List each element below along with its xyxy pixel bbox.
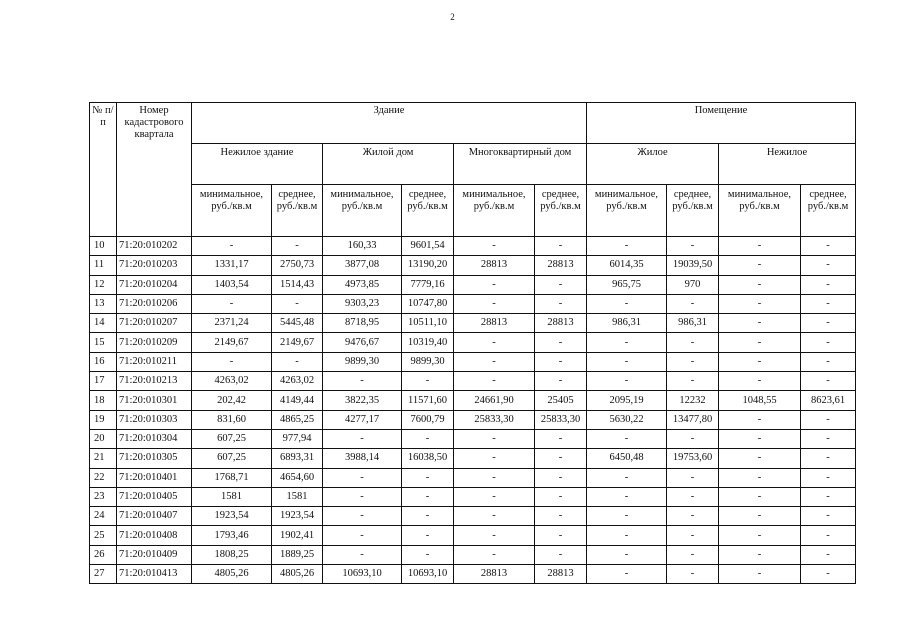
kvartal-cell: 71:20:010409	[117, 545, 192, 564]
row-number: 25	[90, 526, 117, 545]
kvartal-cell: 71:20:010304	[117, 429, 192, 448]
table-row	[90, 372, 856, 391]
table-header	[90, 103, 856, 237]
row-number: 24	[90, 507, 117, 526]
value-cell: 28813	[454, 565, 535, 584]
value-cell: 4149,44	[272, 391, 323, 410]
value-cell: -	[719, 526, 801, 545]
value-cell: -	[719, 352, 801, 371]
value-cell: 977,94	[272, 429, 323, 448]
value-cell: -	[402, 487, 454, 506]
value-cell: -	[272, 237, 323, 256]
header-nezhiloe: Нежилое	[719, 144, 856, 185]
table-row	[90, 294, 856, 313]
value-cell: -	[454, 352, 535, 371]
value-cell: -	[323, 545, 402, 564]
value-cell: -	[323, 372, 402, 391]
row-number: 20	[90, 429, 117, 448]
row-number: 16	[90, 352, 117, 371]
value-cell: -	[719, 410, 801, 429]
kvartal-cell: 71:20:010209	[117, 333, 192, 352]
header-min-2: минимальное, руб./кв.м	[454, 185, 535, 237]
kvartal-cell: 71:20:010413	[117, 565, 192, 584]
value-cell: 8623,61	[801, 391, 856, 410]
kvartal-cell: 71:20:010303	[117, 410, 192, 429]
header-zhiloy-dom: Жилой дом	[323, 144, 454, 185]
value-cell: 28813	[535, 256, 587, 275]
value-cell: 10747,80	[402, 294, 454, 313]
header-nezhiloe-zdanie: Нежилое здание	[192, 144, 323, 185]
row-number: 21	[90, 449, 117, 468]
value-cell: -	[272, 294, 323, 313]
value-cell: 5630,22	[587, 410, 667, 429]
header-min-4: минимальное, руб./кв.м	[719, 185, 801, 237]
value-cell: 28813	[535, 314, 587, 333]
value-cell: -	[719, 449, 801, 468]
value-cell: 1331,17	[192, 256, 272, 275]
value-cell: -	[801, 468, 856, 487]
value-cell: 9899,30	[323, 352, 402, 371]
value-cell: 986,31	[587, 314, 667, 333]
value-cell: -	[535, 237, 587, 256]
value-cell: -	[535, 352, 587, 371]
table-row	[90, 391, 856, 410]
table-row	[90, 352, 856, 371]
value-cell: 4263,02	[272, 372, 323, 391]
value-cell: -	[402, 429, 454, 448]
value-cell: -	[192, 294, 272, 313]
value-cell: -	[667, 372, 719, 391]
value-cell: 11571,60	[402, 391, 454, 410]
value-cell: -	[402, 468, 454, 487]
header-avg-1: среднее, руб./кв.м	[402, 185, 454, 237]
value-cell: -	[667, 237, 719, 256]
value-cell: 4263,02	[192, 372, 272, 391]
value-cell: 9476,67	[323, 333, 402, 352]
table-row	[90, 526, 856, 545]
value-cell: 1581	[192, 487, 272, 506]
header-mkd: Многоквартирный дом	[454, 144, 587, 185]
value-cell: -	[801, 487, 856, 506]
table-body	[90, 237, 856, 584]
value-cell: -	[402, 372, 454, 391]
row-number: 12	[90, 275, 117, 294]
value-cell: 970	[667, 275, 719, 294]
value-cell: 1581	[272, 487, 323, 506]
value-cell: 3877,08	[323, 256, 402, 275]
value-cell: 13190,20	[402, 256, 454, 275]
value-cell: 4277,17	[323, 410, 402, 429]
value-cell: -	[801, 352, 856, 371]
value-cell: -	[667, 487, 719, 506]
value-cell: 160,33	[323, 237, 402, 256]
kvartal-cell: 71:20:010305	[117, 449, 192, 468]
cost-table	[89, 102, 856, 584]
header-min-0: минимальное, руб./кв.м	[192, 185, 272, 237]
value-cell: -	[801, 429, 856, 448]
table-row	[90, 314, 856, 333]
value-cell: 10319,40	[402, 333, 454, 352]
header-zhiloe: Жилое	[587, 144, 719, 185]
value-cell: 1902,41	[272, 526, 323, 545]
value-cell: -	[402, 526, 454, 545]
value-cell: -	[587, 545, 667, 564]
value-cell: -	[719, 275, 801, 294]
value-cell: -	[535, 487, 587, 506]
kvartal-cell: 71:20:010204	[117, 275, 192, 294]
value-cell: 607,25	[192, 449, 272, 468]
value-cell: -	[535, 294, 587, 313]
value-cell: 28813	[454, 256, 535, 275]
value-cell: 1514,43	[272, 275, 323, 294]
value-cell: -	[192, 352, 272, 371]
value-cell: 4973,85	[323, 275, 402, 294]
value-cell: -	[801, 275, 856, 294]
row-number: 11	[90, 256, 117, 275]
table-row	[90, 429, 856, 448]
value-cell: 607,25	[192, 429, 272, 448]
value-cell: -	[587, 352, 667, 371]
kvartal-cell: 71:20:010203	[117, 256, 192, 275]
value-cell: -	[587, 237, 667, 256]
value-cell: -	[801, 565, 856, 584]
row-number: 17	[90, 372, 117, 391]
value-cell: -	[535, 468, 587, 487]
table-row	[90, 237, 856, 256]
value-cell: -	[801, 294, 856, 313]
row-number: 26	[90, 545, 117, 564]
value-cell: 4865,25	[272, 410, 323, 429]
row-number: 14	[90, 314, 117, 333]
value-cell: -	[454, 294, 535, 313]
value-cell: 6450,48	[587, 449, 667, 468]
value-cell: -	[719, 237, 801, 256]
value-cell: 28813	[535, 565, 587, 584]
value-cell: -	[454, 449, 535, 468]
value-cell: -	[667, 545, 719, 564]
value-cell: -	[587, 507, 667, 526]
table-row	[90, 507, 856, 526]
value-cell: -	[587, 526, 667, 545]
header-avg-0: среднее, руб./кв.м	[272, 185, 323, 237]
value-cell: -	[667, 294, 719, 313]
value-cell: -	[535, 526, 587, 545]
value-cell: -	[535, 507, 587, 526]
value-cell: -	[667, 429, 719, 448]
value-cell: 4805,26	[192, 565, 272, 584]
table-row	[90, 565, 856, 584]
row-number: 19	[90, 410, 117, 429]
value-cell: -	[323, 507, 402, 526]
value-cell: -	[719, 487, 801, 506]
value-cell: 965,75	[587, 275, 667, 294]
kvartal-cell: 71:20:010206	[117, 294, 192, 313]
row-number: 23	[90, 487, 117, 506]
row-number: 18	[90, 391, 117, 410]
header-pomeshchenie: Помещение	[587, 103, 856, 144]
kvartal-cell: 71:20:010213	[117, 372, 192, 391]
value-cell: 2371,24	[192, 314, 272, 333]
value-cell: -	[454, 468, 535, 487]
value-cell: 19753,60	[667, 449, 719, 468]
value-cell: 1403,54	[192, 275, 272, 294]
value-cell: -	[719, 545, 801, 564]
value-cell: -	[801, 507, 856, 526]
table-row	[90, 275, 856, 294]
value-cell: 1048,55	[719, 391, 801, 410]
table-row	[90, 256, 856, 275]
value-cell: -	[801, 410, 856, 429]
value-cell: 4805,26	[272, 565, 323, 584]
kvartal-cell: 71:20:010301	[117, 391, 192, 410]
value-cell: -	[535, 333, 587, 352]
value-cell: 16038,50	[402, 449, 454, 468]
value-cell: 1808,25	[192, 545, 272, 564]
value-cell: -	[454, 237, 535, 256]
value-cell: -	[667, 526, 719, 545]
value-cell: 2750,73	[272, 256, 323, 275]
value-cell: -	[719, 372, 801, 391]
row-number: 22	[90, 468, 117, 487]
value-cell: -	[323, 468, 402, 487]
value-cell: -	[667, 507, 719, 526]
value-cell: -	[801, 372, 856, 391]
value-cell: -	[535, 429, 587, 448]
value-cell: -	[801, 237, 856, 256]
value-cell: -	[454, 507, 535, 526]
header-kvartal: Номер кадастрового квартала	[117, 103, 192, 237]
value-cell: -	[719, 333, 801, 352]
value-cell: -	[801, 256, 856, 275]
value-cell: 5445,48	[272, 314, 323, 333]
value-cell: 13477,80	[667, 410, 719, 429]
value-cell: -	[667, 352, 719, 371]
value-cell: -	[192, 237, 272, 256]
header-avg-4: среднее, руб./кв.м	[801, 185, 856, 237]
header-zdanie: Здание	[192, 103, 587, 144]
value-cell: -	[587, 429, 667, 448]
value-cell: -	[719, 314, 801, 333]
page-number: 2	[450, 12, 455, 22]
value-cell: -	[535, 545, 587, 564]
value-cell: -	[801, 526, 856, 545]
value-cell: -	[719, 294, 801, 313]
header-min-avg-row	[90, 185, 856, 237]
value-cell: -	[535, 372, 587, 391]
value-cell: 1793,46	[192, 526, 272, 545]
value-cell: -	[454, 372, 535, 391]
value-cell: -	[587, 294, 667, 313]
value-cell: 2149,67	[272, 333, 323, 352]
value-cell: 202,42	[192, 391, 272, 410]
value-cell: 24661,90	[454, 391, 535, 410]
value-cell: 1889,25	[272, 545, 323, 564]
table-row	[90, 410, 856, 429]
value-cell: -	[719, 507, 801, 526]
value-cell: -	[454, 333, 535, 352]
value-cell: -	[454, 487, 535, 506]
kvartal-cell: 71:20:010207	[117, 314, 192, 333]
table-row	[90, 545, 856, 564]
value-cell: 10511,10	[402, 314, 454, 333]
value-cell: -	[719, 429, 801, 448]
row-number: 15	[90, 333, 117, 352]
value-cell: -	[454, 545, 535, 564]
table-row	[90, 333, 856, 352]
value-cell: 7600,79	[402, 410, 454, 429]
value-cell: 9899,30	[402, 352, 454, 371]
value-cell: -	[719, 468, 801, 487]
value-cell: -	[719, 565, 801, 584]
value-cell: 9601,54	[402, 237, 454, 256]
value-cell: -	[323, 429, 402, 448]
value-cell: -	[719, 256, 801, 275]
value-cell: -	[454, 526, 535, 545]
kvartal-cell: 71:20:010211	[117, 352, 192, 371]
value-cell: 8718,95	[323, 314, 402, 333]
header-min-3: минимальное, руб./кв.м	[587, 185, 667, 237]
kvartal-cell: 71:20:010405	[117, 487, 192, 506]
value-cell: -	[323, 526, 402, 545]
value-cell: 4654,60	[272, 468, 323, 487]
kvartal-cell: 71:20:010407	[117, 507, 192, 526]
value-cell: -	[667, 333, 719, 352]
row-number: 10	[90, 237, 117, 256]
value-cell: 831,60	[192, 410, 272, 429]
value-cell: -	[454, 429, 535, 448]
value-cell: -	[801, 333, 856, 352]
value-cell: -	[535, 449, 587, 468]
value-cell: 6893,31	[272, 449, 323, 468]
value-cell: -	[801, 449, 856, 468]
header-min-1: минимальное, руб./кв.м	[323, 185, 402, 237]
value-cell: 10693,10	[402, 565, 454, 584]
value-cell: 6014,35	[587, 256, 667, 275]
value-cell: 9303,23	[323, 294, 402, 313]
value-cell: -	[454, 275, 535, 294]
value-cell: 2149,67	[192, 333, 272, 352]
value-cell: -	[587, 468, 667, 487]
value-cell: -	[667, 468, 719, 487]
value-cell: -	[402, 545, 454, 564]
value-cell: 2095,19	[587, 391, 667, 410]
value-cell: 28813	[454, 314, 535, 333]
kvartal-cell: 71:20:010401	[117, 468, 192, 487]
value-cell: 3988,14	[323, 449, 402, 468]
value-cell: -	[587, 372, 667, 391]
value-cell: 1923,54	[272, 507, 323, 526]
header-avg-2: среднее, руб./кв.м	[535, 185, 587, 237]
kvartal-cell: 71:20:010408	[117, 526, 192, 545]
value-cell: 25833,30	[454, 410, 535, 429]
row-number: 13	[90, 294, 117, 313]
row-number: 27	[90, 565, 117, 584]
value-cell: 1923,54	[192, 507, 272, 526]
value-cell: -	[535, 275, 587, 294]
value-cell: 986,31	[667, 314, 719, 333]
value-cell: -	[402, 507, 454, 526]
value-cell: -	[801, 314, 856, 333]
table-row	[90, 487, 856, 506]
value-cell: -	[587, 565, 667, 584]
value-cell: 10693,10	[323, 565, 402, 584]
value-cell: 7779,16	[402, 275, 454, 294]
header-avg-3: среднее, руб./кв.м	[667, 185, 719, 237]
header-num: № п/п	[90, 103, 117, 237]
kvartal-cell: 71:20:010202	[117, 237, 192, 256]
value-cell: 12232	[667, 391, 719, 410]
value-cell: -	[587, 487, 667, 506]
value-cell: 25405	[535, 391, 587, 410]
value-cell: 1768,71	[192, 468, 272, 487]
value-cell: 25833,30	[535, 410, 587, 429]
value-cell: -	[587, 333, 667, 352]
value-cell: -	[801, 545, 856, 564]
value-cell: -	[323, 487, 402, 506]
value-cell: 19039,50	[667, 256, 719, 275]
value-cell: -	[667, 565, 719, 584]
value-cell: -	[272, 352, 323, 371]
table-row	[90, 449, 856, 468]
table-row	[90, 468, 856, 487]
value-cell: 3822,35	[323, 391, 402, 410]
